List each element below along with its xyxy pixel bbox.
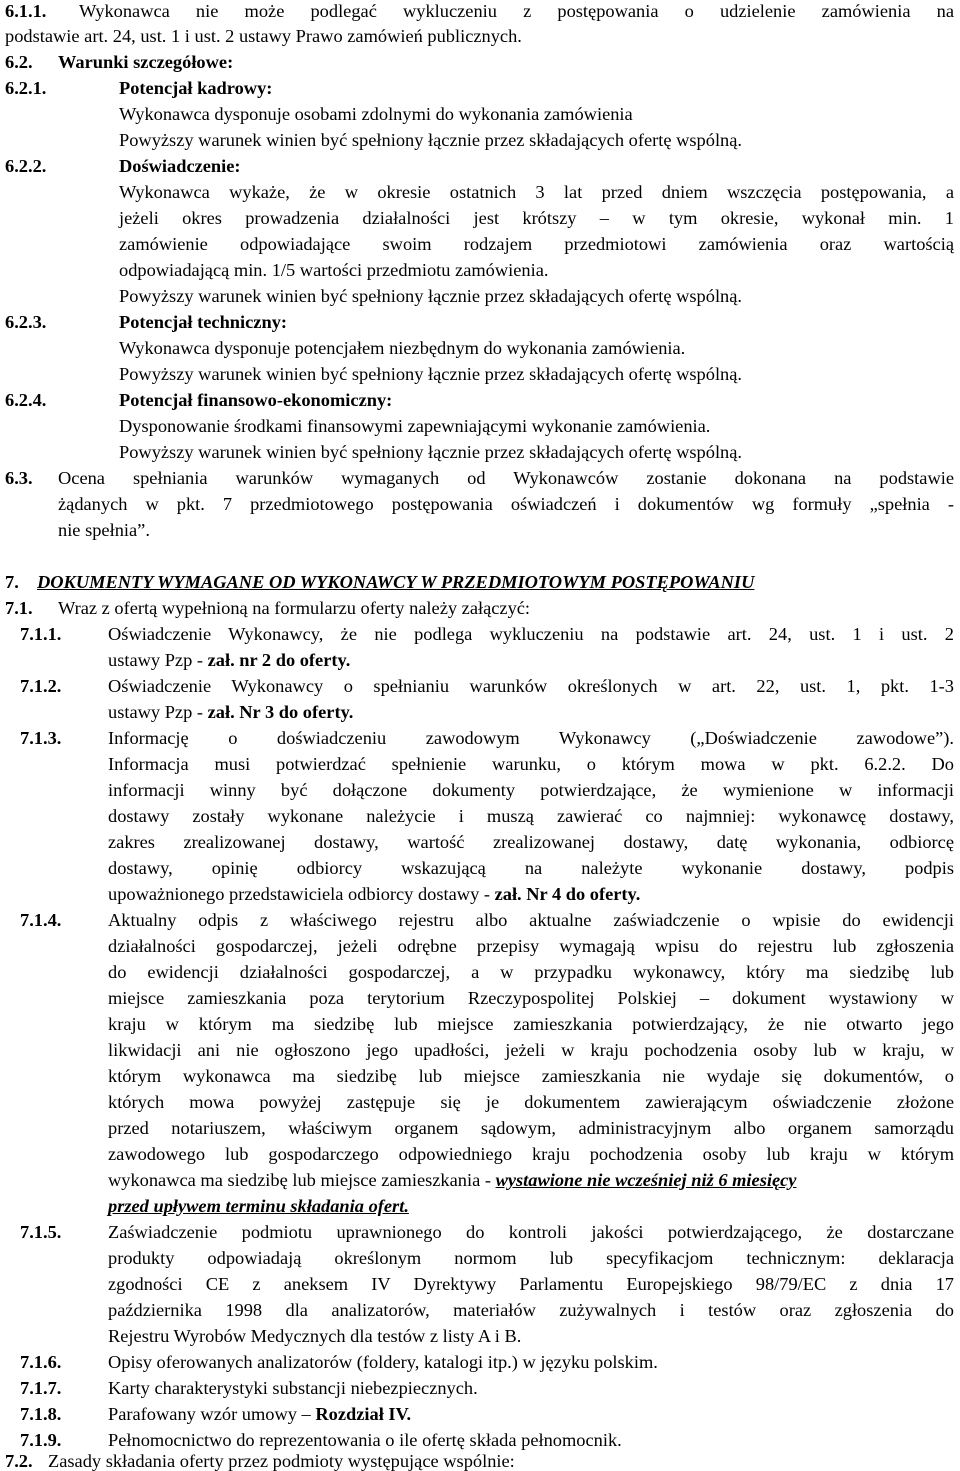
paragraph-line: Powyższy warunek winien być spełniony łącznie przez składających ofertę wspólną.: [119, 130, 743, 150]
section-number: 6.2.4.: [5, 390, 47, 410]
paragraph-line: nie spełnia”.: [58, 520, 150, 540]
text-run: Parafowany wzór umowy –: [108, 1404, 316, 1424]
paragraph-line: których mowa powyżej zastępuje się je dokumentem zawierającym oświadczenie złożone: [108, 1092, 954, 1112]
paragraph-line: [108, 1171, 796, 1189]
section-number: 6.2.1.: [5, 78, 47, 98]
section-title: Warunki szczegółowe:: [58, 52, 234, 72]
paragraph-line: produkty odpowiadają określonym normom lub specyfikacjom technicznym: deklaracja: [108, 1248, 954, 1268]
section-number: 7.1.: [5, 598, 33, 618]
paragraph-line: odpowiadającą min. 1/5 wartości przedmiotu zamówienia.: [119, 260, 549, 280]
section-title: Potencjał techniczny:: [119, 312, 288, 332]
section-number: 7.1.6.: [20, 1352, 62, 1372]
text-run: wykonawca ma siedzibę lub miejsce zamieszkania -: [108, 1170, 496, 1190]
attachment-ref: zał. Nr 4 do oferty.: [494, 884, 641, 904]
section-number: 7.1.7.: [20, 1378, 62, 1398]
paragraph-line: Rejestru Wyrobów Medycznych dla testów z listy A i B.: [108, 1326, 522, 1346]
section-number: 7.1.2.: [20, 676, 62, 696]
paragraph-line: [108, 651, 350, 669]
section-title: Wraz z ofertą wypełnioną na formularzu oferty należy załączyć:: [58, 598, 531, 618]
section-number: 7.1.9.: [20, 1430, 62, 1450]
chapter-ref: Rozdział IV.: [315, 1404, 412, 1424]
paragraph-line: Dysponowanie środkami finansowymi zapewniającymi wykonanie zamówienia.: [119, 416, 711, 436]
paragraph-line: dostawy zostały wykonane należycie i muszą zawierać co najmniej: wykonawcę dostawy,: [108, 806, 954, 826]
paragraph-line: Opisy oferowanych analizatorów (foldery, katalogi itp.) w języku polskim.: [108, 1352, 658, 1372]
section-number: 7.1.1.: [20, 624, 62, 644]
paragraph-line: zawodowego lub gospodarczego odpowiedniego kraju pochodzenia osoby lub kraju w którym: [108, 1144, 954, 1164]
paragraph-line: podstawie art. 24, ust. 1 i ust. 2 ustawy Prawo zamówień publicznych.: [5, 26, 522, 46]
paragraph-line: Informację o doświadczeniu zawodowym Wykonawcy („Doświadczenie zawodowe”).: [108, 728, 954, 748]
chapter-heading: DOKUMENTY WYMAGANE OD WYKONAWCY W PRZEDMIOTOWYM POSTĘPOWANIU: [37, 572, 755, 592]
paragraph-line: zakres zrealizowanej dostawy, wartość zrealizowanej dostawy, datę wykonania, odbiorcę: [108, 832, 954, 852]
paragraph-line: Powyższy warunek winien być spełniony łącznie przez składających ofertę wspólną.: [119, 286, 743, 306]
paragraph-line: dostawy, opinię odbiorcy wskazującą na należyte wykonanie dostawy, podpis: [108, 858, 954, 878]
paragraph-line: zgodności CE z aneksem IV Dyrektywy Parlamentu Europejskiego 98/79/EC z dnia 17: [108, 1274, 954, 1294]
section-title: Potencjał kadrowy:: [119, 78, 273, 98]
paragraph-line: Zaświadczenie podmiotu uprawnionego do kontroli jakości potwierdzającego, że dostarczane: [108, 1222, 954, 1242]
section-number: 6.1.1.: [5, 1, 47, 21]
paragraph-line: października 1998 dla analizatorów, materiałów zużywalnych i testów oraz zgłoszenia do: [108, 1300, 954, 1320]
paragraph-line: zamówienie odpowiadające swoim rodzajem przedmiotowi zamówienia oraz wartością: [119, 234, 954, 254]
section-number: 7.1.5.: [20, 1222, 62, 1242]
text-run: upoważnionego przedstawiciela odbiorcy dostawy -: [108, 884, 495, 904]
paragraph-line: miejsce zamieszkania poza terytorium Rzeczypospolitej Polskiej – dokument wystawiony w: [108, 988, 954, 1008]
paragraph-line: [108, 1405, 411, 1423]
paragraph-line: Pełnomocnictwo do reprezentowania o ile ofertę składa pełnomocnik.: [108, 1430, 622, 1450]
emphasis-text: wystawione nie wcześniej niż 6 miesięcy: [495, 1170, 797, 1190]
paragraph-line: Powyższy warunek winien być spełniony łącznie przez składających ofertę wspólną.: [119, 364, 743, 384]
paragraph-line: [108, 885, 640, 903]
section-number: 7.2.: [5, 1451, 33, 1471]
text-run: ustawy Pzp -: [108, 702, 208, 722]
section-number: 6.2.3.: [5, 312, 47, 332]
section-title: Zasady składania oferty przez podmioty występujące wspólnie:: [48, 1451, 515, 1471]
paragraph-line: Oświadczenie Wykonawcy, że nie podlega wykluczeniu na podstawie art. 24, ust. 1 i ust. 2: [108, 624, 954, 644]
section-number: 6.3.: [5, 468, 33, 488]
section-number: 7.1.3.: [20, 728, 62, 748]
section-number: 7.1.8.: [20, 1404, 62, 1424]
paragraph-line: do ewidencji działalności gospodarczej, a w przypadku wykonawcy, który ma siedzibę lub: [108, 962, 954, 982]
paragraph-line: likwidacji ani nie ogłoszono jego upadłości, jeżeli w kraju pochodzenia osoby lub w kraju, w: [108, 1040, 954, 1060]
paragraph-line: Powyższy warunek winien być spełniony łącznie przez składających ofertę wspólną.: [119, 442, 743, 462]
paragraph-line: Ocena spełniania warunków wymaganych od Wykonawców zostanie dokonana na podstawie: [58, 468, 954, 488]
section-number: 7.: [5, 572, 19, 592]
attachment-ref: zał. Nr 3 do oferty.: [207, 702, 354, 722]
section-number: 7.1.4.: [20, 910, 62, 930]
paragraph-line: żądanych w pkt. 7 przedmiotowego postępowania oświadczeń i dokumentów wg formuły „spełnia -: [58, 494, 954, 514]
text-run: ustawy Pzp -: [108, 650, 208, 670]
paragraph-line: Informacja musi potwierdzać spełnienie warunku, o którym mowa w pkt. 6.2.2. Do: [108, 754, 954, 774]
emphasis-text: przed upływem terminu składania ofert.: [108, 1196, 409, 1216]
paragraph-line: informacji winny być dołączone dokumenty potwierdzające, że wymienione w informacji: [108, 780, 954, 800]
paragraph-line: Wykonawca wykaże, że w okresie ostatnich 3 lat przed dniem wszczęcia postępowania, a: [119, 182, 954, 202]
paragraph-line: kraju w którym ma siedzibę lub miejsce zamieszkania potwierdzający, że nie otwarto jego: [108, 1014, 954, 1034]
paragraph-line: przed notariuszem, właściwym organem sądowym, administracyjnym albo organem samorządu: [108, 1118, 954, 1138]
paragraph-line: [108, 703, 353, 721]
section-number: 6.2.2.: [5, 156, 47, 176]
paragraph-line: Karty charakterystyki substancji niebezpiecznych.: [108, 1378, 478, 1398]
section-number: 6.2.: [5, 52, 33, 72]
paragraph-line: którym wykonawca ma siedzibę lub miejsce zamieszkania nie wydaje się dokumentów, o: [108, 1066, 954, 1086]
paragraph-line: Wykonawca dysponuje osobami zdolnymi do wykonania zamówienia: [119, 104, 633, 124]
section-title: Potencjał finansowo-ekonomiczny:: [119, 390, 393, 410]
paragraph-line: Wykonawca dysponuje potencjałem niezbędnym do wykonania zamówienia.: [119, 338, 686, 358]
paragraph-line: Oświadczenie Wykonawcy o spełnianiu warunków określonych w art. 22, ust. 1, pkt. 1-3: [108, 676, 954, 696]
section-title: Doświadczenie:: [119, 156, 241, 176]
attachment-ref: zał. nr 2 do oferty.: [207, 650, 351, 670]
paragraph-line: Wykonawca nie może podlegać wykluczeniu z postępowania o udzielenie zamówienia na: [79, 1, 954, 21]
paragraph-line: działalności gospodarczej, jeżeli odrębne przepisy wymagają wpisu do rejestru lub zgłoszenia: [108, 936, 954, 956]
paragraph-line: Aktualny odpis z właściwego rejestru albo aktualne zaświadczenie o wpisie do ewidencji: [108, 910, 954, 930]
paragraph-line: jeżeli okres prowadzenia działalności jest krótszy – w tym okresie, wykonał min. 1: [119, 208, 954, 228]
